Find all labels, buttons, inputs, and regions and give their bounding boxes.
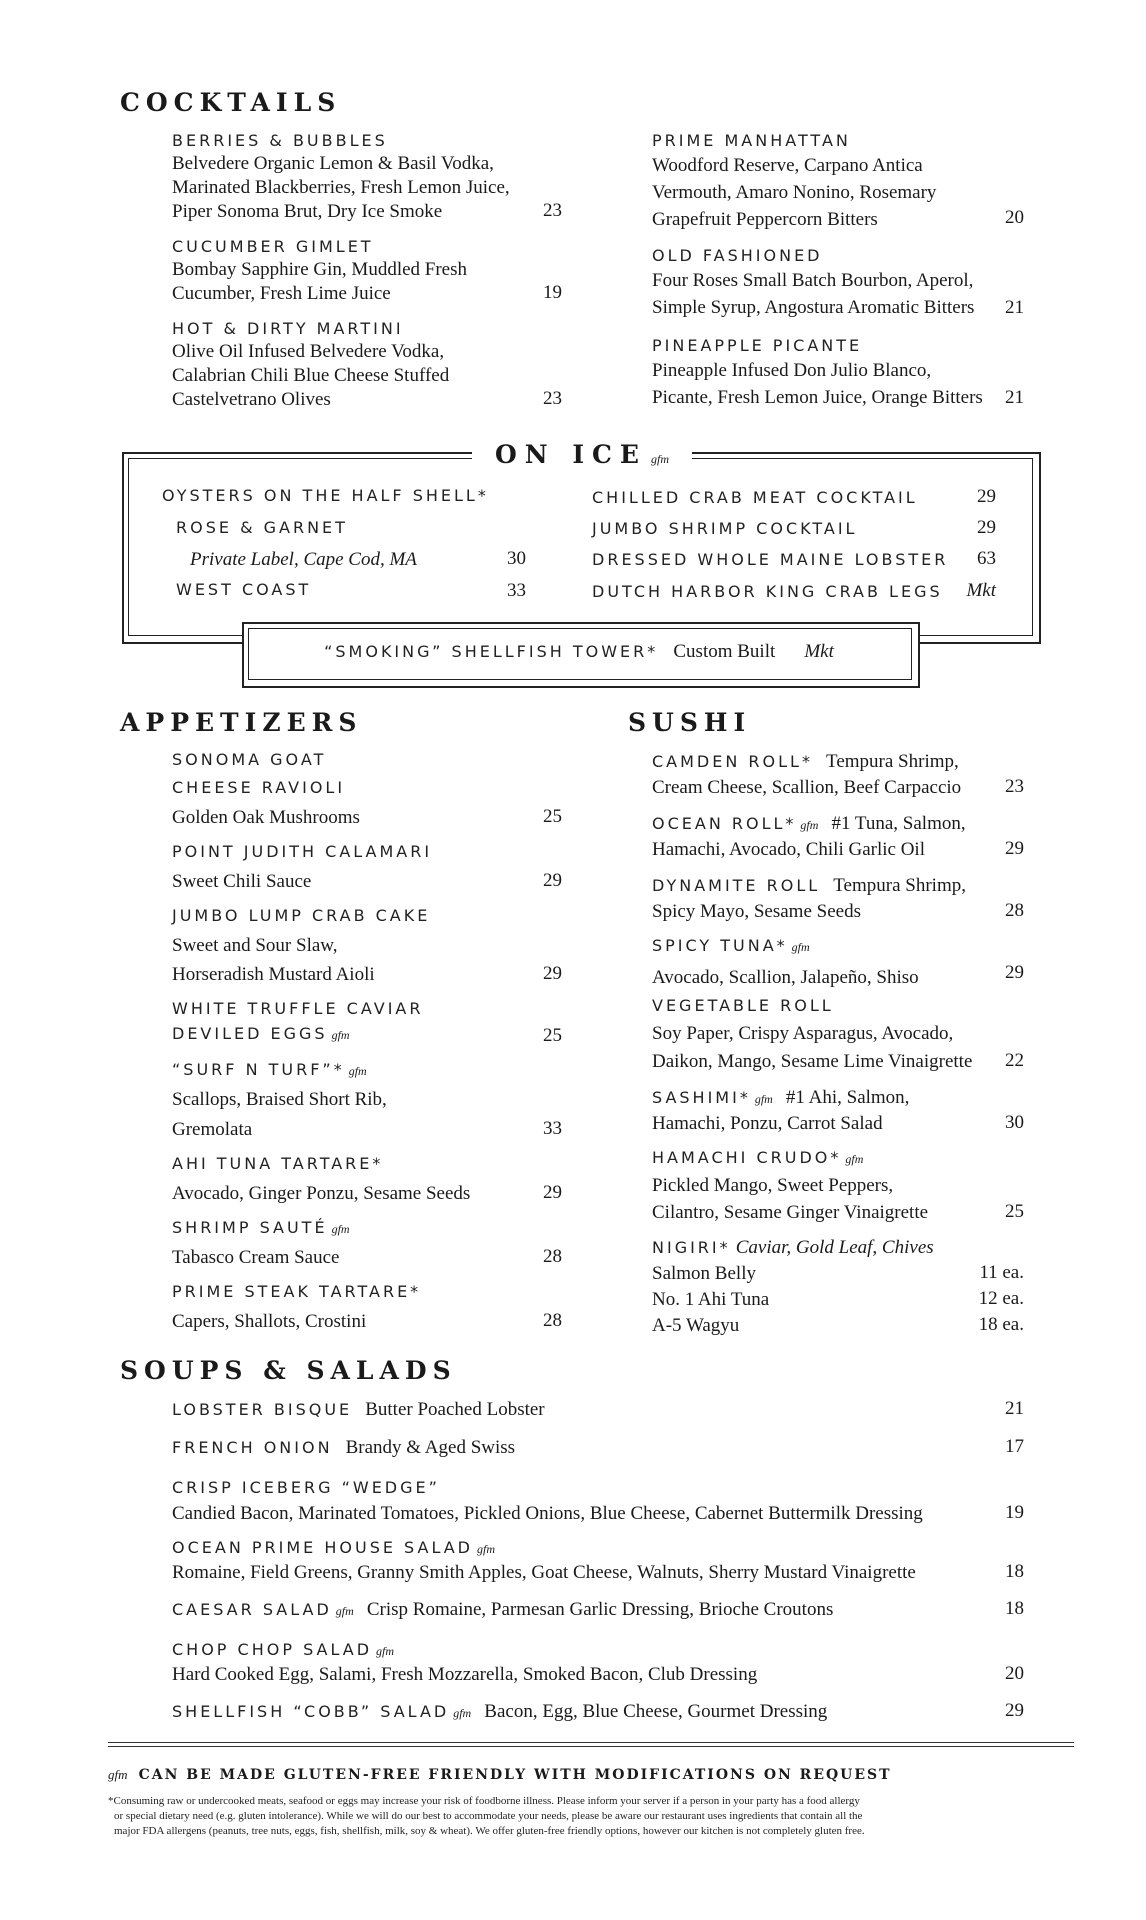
menu-item xyxy=(172,1598,833,1622)
item-desc: Soy Paper, Crispy Asparagus, Avocado, xyxy=(652,1023,954,1044)
item-desc: Sweet and Sour Slaw, xyxy=(172,935,338,956)
item-name: CHILLED CRAB MEAT COCKTAIL xyxy=(592,488,918,507)
gfm-mark: gfm xyxy=(348,1064,367,1078)
item-name: SHRIMP SAUTÉ xyxy=(172,1218,328,1237)
item-name: HOT & DIRTY MARTINI xyxy=(172,319,404,338)
item-desc: Marinated Blackberries, Fresh Lemon Juice, xyxy=(172,177,510,198)
item-desc: Vermouth, Amaro Nonino, Rosemary xyxy=(652,182,937,203)
section-title-soups-salads: SOUPS & SALADS xyxy=(120,1356,457,1385)
menu-item xyxy=(172,130,572,224)
item-desc: Castelvetrano Olives xyxy=(172,389,331,410)
item-name: BERRIES & BUBBLES xyxy=(172,131,388,150)
item-desc: Avocado, Scallion, Jalapeño, Shiso xyxy=(652,967,919,988)
section-title-cocktails: COCKTAILS xyxy=(120,88,342,117)
item-desc: Brandy & Aged Swiss xyxy=(345,1437,516,1458)
item-desc: Pickled Mango, Sweet Peppers, xyxy=(652,1175,894,1196)
item-price: 22 xyxy=(1005,1050,1024,1071)
item-price: 23 xyxy=(543,388,562,409)
item-desc: Grapefruit Peppercorn Bitters xyxy=(652,209,878,230)
section-title-on-ice: ON ICE xyxy=(495,440,647,469)
menu-item xyxy=(172,1436,515,1460)
item-name: OCEAN PRIME HOUSE SALAD xyxy=(172,1538,473,1557)
item-name: CRISP ICEBERG “WEDGE” xyxy=(172,1478,440,1497)
menu-item xyxy=(652,874,966,898)
nigiri-price: 18 ea. xyxy=(978,1314,1024,1335)
item-desc: Capers, Shallots, Crostini xyxy=(172,1311,367,1332)
item-desc: #1 Ahi, Salmon, xyxy=(785,1087,910,1108)
item-desc: Sweet Chili Sauce xyxy=(172,871,312,892)
section-title-sushi: SUSHI xyxy=(628,708,752,737)
item-price: 28 xyxy=(543,1310,562,1331)
item-name: LOBSTER BISQUE xyxy=(172,1400,353,1419)
menu-item xyxy=(652,1148,863,1167)
item-desc: Spicy Mayo, Sesame Seeds xyxy=(652,901,861,922)
item-name: SASHIMI* xyxy=(652,1088,751,1107)
item-desc: Tempura Shrimp, xyxy=(833,875,966,896)
item-name: SONOMA GOAT xyxy=(172,750,327,769)
item-desc: Custom Built xyxy=(673,641,776,662)
item-desc: Piper Sonoma Brut, Dry Ice Smoke xyxy=(172,201,443,222)
item-price: 29 xyxy=(1005,962,1024,983)
disclaimer: *Consuming raw or undercooked meats, seafood or eggs may increase your risk of foodborne illness. Please inform your server if a person in your party has a food allergy xyxy=(108,1795,860,1807)
item-name: WEST COAST xyxy=(176,580,312,599)
gfm-mark: gfm xyxy=(335,1604,354,1618)
menu-item xyxy=(172,1538,495,1557)
item-name: ROSE & GARNET xyxy=(176,518,348,537)
gfm-mark: gfm xyxy=(453,1706,472,1720)
item-price: 33 xyxy=(507,580,526,601)
item-price: 21 xyxy=(1005,297,1024,318)
item-name: VEGETABLE ROLL xyxy=(652,996,834,1015)
footer-rule xyxy=(108,1746,1074,1747)
gfm-mark: gfm xyxy=(376,1644,395,1658)
item-desc: Hard Cooked Egg, Salami, Fresh Mozzarella, Smoked Bacon, Club Dressing xyxy=(172,1664,758,1685)
item-desc: Gremolata xyxy=(172,1119,253,1140)
item-name: NIGIRI* xyxy=(652,1238,731,1257)
section-title-appetizers: APPETIZERS xyxy=(120,708,363,737)
menu-item xyxy=(652,750,959,774)
item-price: 23 xyxy=(543,200,562,221)
item-name: CAMDEN ROLL* xyxy=(652,752,813,771)
item-price: 20 xyxy=(1005,1663,1024,1684)
menu-item xyxy=(652,130,992,233)
item-desc: Private Label, Cape Cod, MA xyxy=(190,549,417,570)
item-name: SPICY TUNA* xyxy=(652,936,788,955)
item-name: CUCUMBER GIMLET xyxy=(172,237,374,256)
item-price: 28 xyxy=(543,1246,562,1267)
item-desc: Woodford Reserve, Carpano Antica xyxy=(652,155,923,176)
item-desc: Hamachi, Ponzu, Carrot Salad xyxy=(652,1113,883,1134)
item-desc: Cream Cheese, Scallion, Beef Carpaccio xyxy=(652,777,962,798)
item-price: 18 xyxy=(1005,1561,1024,1582)
item-name: POINT JUDITH CALAMARI xyxy=(172,842,433,861)
oysters-heading: OYSTERS ON THE HALF SHELL* xyxy=(162,486,489,505)
item-price: 63 xyxy=(977,548,996,569)
item-price: 17 xyxy=(1005,1436,1024,1457)
item-name: HAMACHI CRUDO* xyxy=(652,1148,842,1167)
item-desc: Crisp Romaine, Parmesan Garlic Dressing, Brioche Croutons xyxy=(366,1599,834,1620)
item-price: Mkt xyxy=(804,641,834,662)
item-desc: #1 Tuna, Salmon, xyxy=(831,813,966,834)
item-price: 29 xyxy=(543,1182,562,1203)
on-ice-frame-inner xyxy=(128,458,1033,636)
item-price: 30 xyxy=(507,548,526,569)
item-name: DYNAMITE ROLL xyxy=(652,876,821,895)
item-name: “SMOKING” SHELLFISH TOWER* xyxy=(324,642,659,661)
item-desc: Horseradish Mustard Aioli xyxy=(172,964,375,985)
item-price: 19 xyxy=(543,282,562,303)
item-price: 23 xyxy=(1005,776,1024,797)
disclaimer: major FDA allergens (peanuts, tree nuts, eggs, fish, shellfish, milk, soy & wheat). We offer gluten-free friendly options, however our kitchen is not completely gluten free. xyxy=(114,1825,865,1837)
item-desc: Scallops, Braised Short Rib, xyxy=(172,1089,387,1110)
item-price: 25 xyxy=(543,806,562,827)
menu-item xyxy=(172,1700,827,1724)
item-price: Mkt xyxy=(966,580,996,601)
nigiri-name: Salmon Belly xyxy=(652,1263,756,1284)
gfm-mark: gfm xyxy=(331,1222,350,1236)
item-price: 29 xyxy=(543,870,562,891)
gluten-free-note-text: CAN BE MADE GLUTEN-FREE FRIENDLY WITH MODIFICATIONS ON REQUEST xyxy=(138,1767,892,1783)
item-name: CHEESE RAVIOLI xyxy=(172,778,346,797)
item-desc: Belvedere Organic Lemon & Basil Vodka, xyxy=(172,153,494,174)
item-price: 18 xyxy=(1005,1598,1024,1619)
item-price: 21 xyxy=(1005,387,1024,408)
item-name: DUTCH HARBOR KING CRAB LEGS xyxy=(592,582,943,601)
item-price: 25 xyxy=(1005,1201,1024,1222)
gfm-mark: gfm xyxy=(845,1152,864,1166)
nigiri-price: 12 ea. xyxy=(978,1288,1024,1309)
gfm-mark: gfm xyxy=(800,818,819,832)
item-desc: Candied Bacon, Marinated Tomatoes, Pickled Onions, Blue Cheese, Cabernet Buttermilk Dressing xyxy=(172,1503,923,1524)
gfm-mark: gfm xyxy=(791,940,810,954)
item-price: 21 xyxy=(1005,1398,1024,1419)
item-price: 29 xyxy=(1005,1700,1024,1721)
item-name: PRIME MANHATTAN xyxy=(652,131,851,150)
item-desc: Hamachi, Avocado, Chili Garlic Oil xyxy=(652,839,925,860)
item-desc: Tabasco Cream Sauce xyxy=(172,1247,340,1268)
item-desc: Pineapple Infused Don Julio Blanco, xyxy=(652,360,932,381)
nigiri-name: No. 1 Ahi Tuna xyxy=(652,1289,770,1310)
menu-item xyxy=(652,245,992,321)
item-desc: Butter Poached Lobster xyxy=(365,1399,545,1420)
item-desc: Calabrian Chili Blue Cheese Stuffed xyxy=(172,365,450,386)
item-desc: Avocado, Ginger Ponzu, Sesame Seeds xyxy=(172,1183,471,1204)
item-name: AHI TUNA TARTARE* xyxy=(172,1154,384,1173)
shellfish-tower xyxy=(248,640,910,664)
menu-item xyxy=(652,1086,909,1110)
menu-item xyxy=(652,335,992,411)
footer-rule xyxy=(108,1742,1074,1743)
menu-item xyxy=(172,1218,350,1237)
menu-item xyxy=(172,318,572,412)
item-name: PINEAPPLE PICANTE xyxy=(652,336,863,355)
disclaimer: or special dietary need (e.g. gluten intolerance). While we will do our best to accommodate your needs, please be aware our restaurant uses ingredients that contain all the xyxy=(114,1810,863,1822)
item-price: 30 xyxy=(1005,1112,1024,1133)
menu-item xyxy=(652,936,810,955)
item-name: JUMBO SHRIMP COCKTAIL xyxy=(592,519,858,538)
item-name: CHOP CHOP SALAD xyxy=(172,1640,373,1659)
item-desc: Cucumber, Fresh Lime Juice xyxy=(172,283,391,304)
item-desc: Bombay Sapphire Gin, Muddled Fresh xyxy=(172,259,468,280)
item-desc: Picante, Fresh Lemon Juice, Orange Bitters xyxy=(652,387,983,408)
menu-item xyxy=(652,1236,934,1260)
gfm-mark: gfm xyxy=(650,452,669,466)
item-price: 29 xyxy=(977,517,996,538)
item-desc: Romaine, Field Greens, Granny Smith Apples, Goat Cheese, Walnuts, Sherry Mustard Vinaigrette xyxy=(172,1562,916,1583)
item-price: 19 xyxy=(1005,1502,1024,1523)
nigiri-name: A-5 Wagyu xyxy=(652,1315,740,1336)
item-price: 25 xyxy=(543,1025,562,1046)
item-desc: Bacon, Egg, Blue Cheese, Gourmet Dressing xyxy=(484,1701,828,1722)
item-name: DEVILED EGGS xyxy=(172,1024,328,1043)
item-desc: Simple Syrup, Angostura Aromatic Bitters xyxy=(652,297,975,318)
menu-item xyxy=(172,1640,394,1659)
item-desc: Daikon, Mango, Sesame Lime Vinaigrette xyxy=(652,1051,973,1072)
item-price: 28 xyxy=(1005,900,1024,921)
item-price: 33 xyxy=(543,1118,562,1139)
item-name: JUMBO LUMP CRAB CAKE xyxy=(172,906,431,925)
item-price: 29 xyxy=(1005,838,1024,859)
gfm-mark: gfm xyxy=(331,1028,350,1042)
item-desc: Tempura Shrimp, xyxy=(826,751,959,772)
item-name: OLD FASHIONED xyxy=(652,246,823,265)
item-price: 29 xyxy=(977,486,996,507)
menu-item xyxy=(172,236,572,306)
item-desc: Olive Oil Infused Belvedere Vodka, xyxy=(172,341,445,362)
item-price: 29 xyxy=(543,963,562,984)
item-name: PRIME STEAK TARTARE* xyxy=(172,1282,422,1301)
item-name: CAESAR SALAD xyxy=(172,1600,332,1619)
item-name: “SURF N TURF”* xyxy=(172,1060,345,1079)
gfm-mark: gfm xyxy=(477,1542,495,1556)
gfm-mark: gfm xyxy=(108,1767,128,1782)
item-name: FRENCH ONION xyxy=(172,1438,333,1457)
menu-item xyxy=(652,812,966,836)
item-name: SHELLFISH “COBB” SALAD xyxy=(172,1702,450,1721)
item-price: 20 xyxy=(1005,207,1024,228)
item-desc: Four Roses Small Batch Bourbon, Aperol, xyxy=(652,270,974,291)
gfm-mark: gfm xyxy=(754,1092,773,1106)
gluten-free-note xyxy=(108,1764,892,1783)
nigiri-price: 11 ea. xyxy=(979,1262,1024,1283)
item-desc: Caviar, Gold Leaf, Chives xyxy=(735,1237,934,1258)
menu-item xyxy=(172,1060,367,1079)
on-ice-title xyxy=(482,440,682,469)
menu-item xyxy=(172,1024,350,1043)
menu-item xyxy=(172,1398,545,1422)
item-desc: Cilantro, Sesame Ginger Vinaigrette xyxy=(652,1202,929,1223)
item-name: DRESSED WHOLE MAINE LOBSTER xyxy=(592,550,949,569)
item-name: OCEAN ROLL* xyxy=(652,814,797,833)
item-name: WHITE TRUFFLE CAVIAR xyxy=(172,999,424,1018)
item-desc: Golden Oak Mushrooms xyxy=(172,807,360,828)
